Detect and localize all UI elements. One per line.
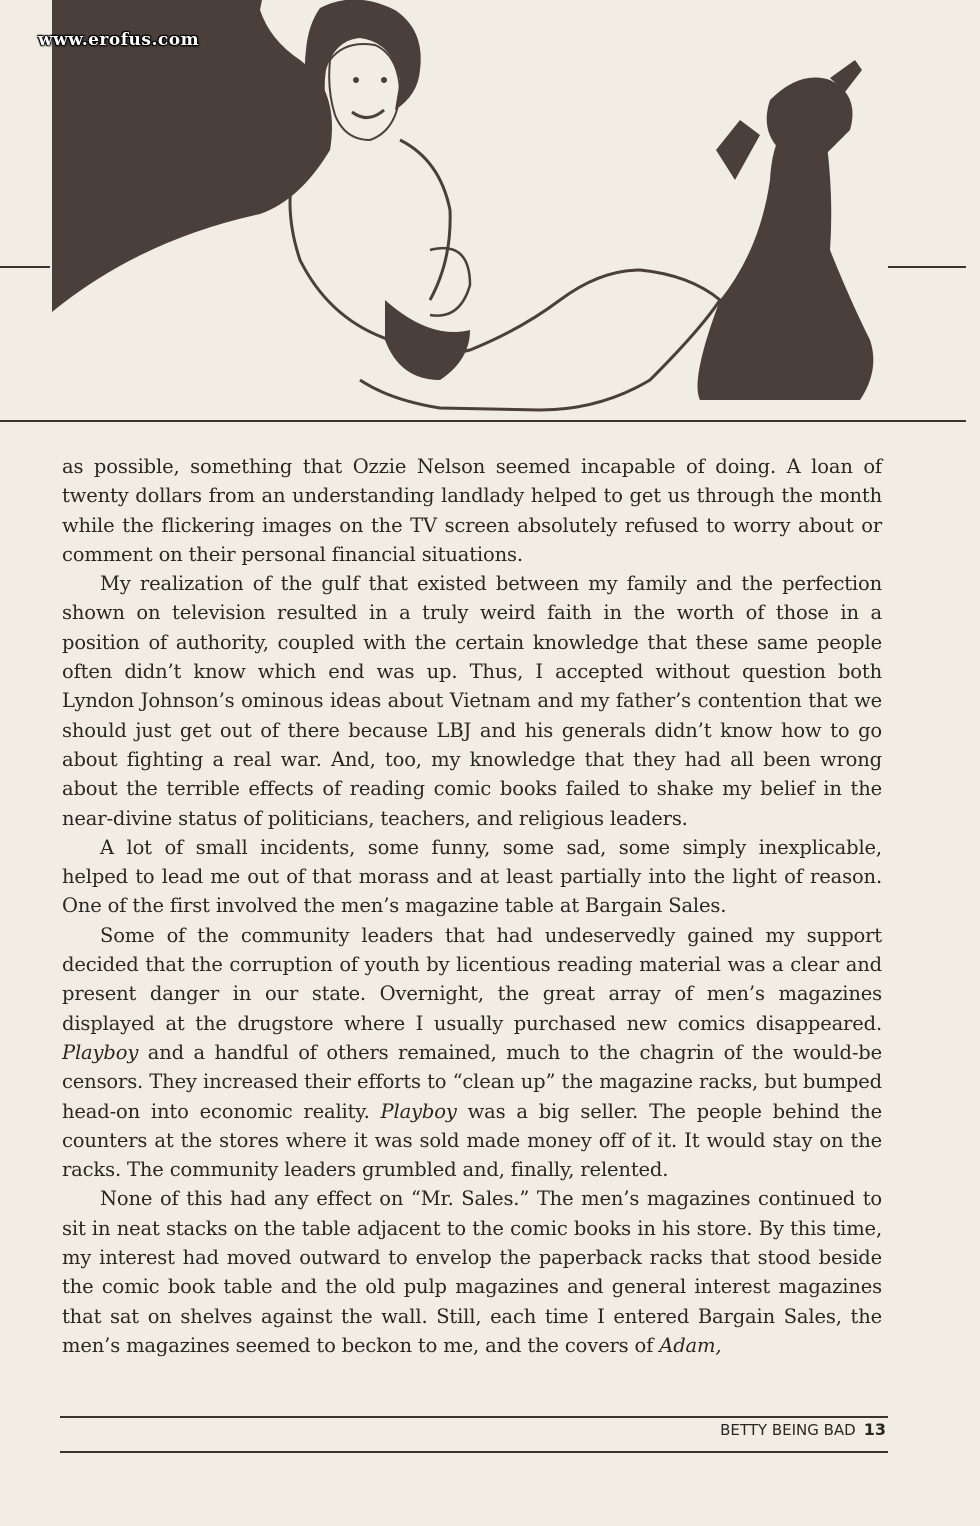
bust-outline [430, 248, 470, 315]
text-run: My realization of the gulf that existed between my family and the perfection shown on television resulted in a truly weird faith in the worth of those in a position of authority, coupled with the certain knowledge that these same people often didn’t know which end was up. Thus, I accepted without question both Lyndon Johnson’s ominous ideas about Vietnam and my father’s contention that we should just get out of there because LBJ and his generals didn’t know how to go about fighting a real war. And, too, my knowledge that they had all been wrong about the terrible effects of reading comic books failed to shake my belief in the near-divine status of politicians, teachers, and religious leaders. [62, 572, 882, 830]
text-run: was a big seller. The people behind the counters at the stores where it was sold made money off of it. It would stay on the racks. The community leaders grumbled and, finally, relented. [62, 1099, 882, 1182]
boot-shape [767, 78, 853, 162]
paragraph [62, 452, 882, 569]
paragraph [62, 569, 882, 833]
italic-title: Adam, [659, 1333, 722, 1357]
watermark: www.erofus.com [38, 30, 200, 50]
page-number: 13 [863, 1420, 886, 1439]
running-title: BETTY BEING BAD [720, 1421, 856, 1439]
smile [352, 110, 384, 118]
body-outline [290, 150, 720, 410]
text-run: and a handful of others remained, much to the chagrin of the would-be censors. They increased their efforts to “clean up” the magazine racks, but bumped head-on into economic reality. [62, 1040, 882, 1123]
footer-rule-top [60, 1416, 888, 1418]
side-rule-right [888, 266, 966, 268]
arm-outline [400, 140, 450, 300]
text-run: Some of the community leaders that had undeservedly gained my support decided that the corruption of youth by licentious reading material was a clear and present danger in our state. Overnight, the great array of men’s magazines displayed at the drugstore where I usually purchased new comics disappeared. [62, 923, 882, 1035]
text-run: None of this had any effect on “Mr. Sales.” The men’s magazines continued to sit in neat stacks on the table adjacent to the comic books in his store. By this time, my interest had moved outward to envelop the paperback racks that stood beside the comic book table and the old pulp magazines and general interest magazines that sat on shelves against the wall. Still, each time I entered Bargain Sales, the men’s magazines seemed to beckon to me, and the covers of [62, 1187, 882, 1357]
hair-shape [305, 0, 421, 120]
top-rule [0, 420, 966, 422]
boot-heel [716, 120, 760, 180]
article-body [62, 452, 882, 1360]
paragraph [62, 833, 882, 921]
face-outline [329, 44, 400, 140]
running-footer [720, 1420, 886, 1439]
paragraph [62, 1184, 882, 1360]
bikini-shape [385, 300, 470, 380]
text-run: A lot of small incidents, some funny, some sad, some simply inexplicable, helped to lead me out of that morass and at least partially into the light of reason. One of the first involved the men’s magazine table at Bargain Sales. [62, 835, 882, 918]
footer-rule-bottom [60, 1451, 888, 1453]
paragraph [62, 921, 882, 1185]
pinup-illustration [0, 0, 980, 420]
text-run: as possible, something that Ozzie Nelson seemed incapable of doing. A loan of twenty dollars from an understanding landlady helped to get us through the month while the flickering images on the TV screen absolutely refused to worry about or comment on their personal financial situations. [62, 455, 882, 566]
side-rule-left [0, 266, 50, 268]
italic-title: Playboy [62, 1040, 139, 1064]
italic-title: Playboy [380, 1099, 457, 1123]
